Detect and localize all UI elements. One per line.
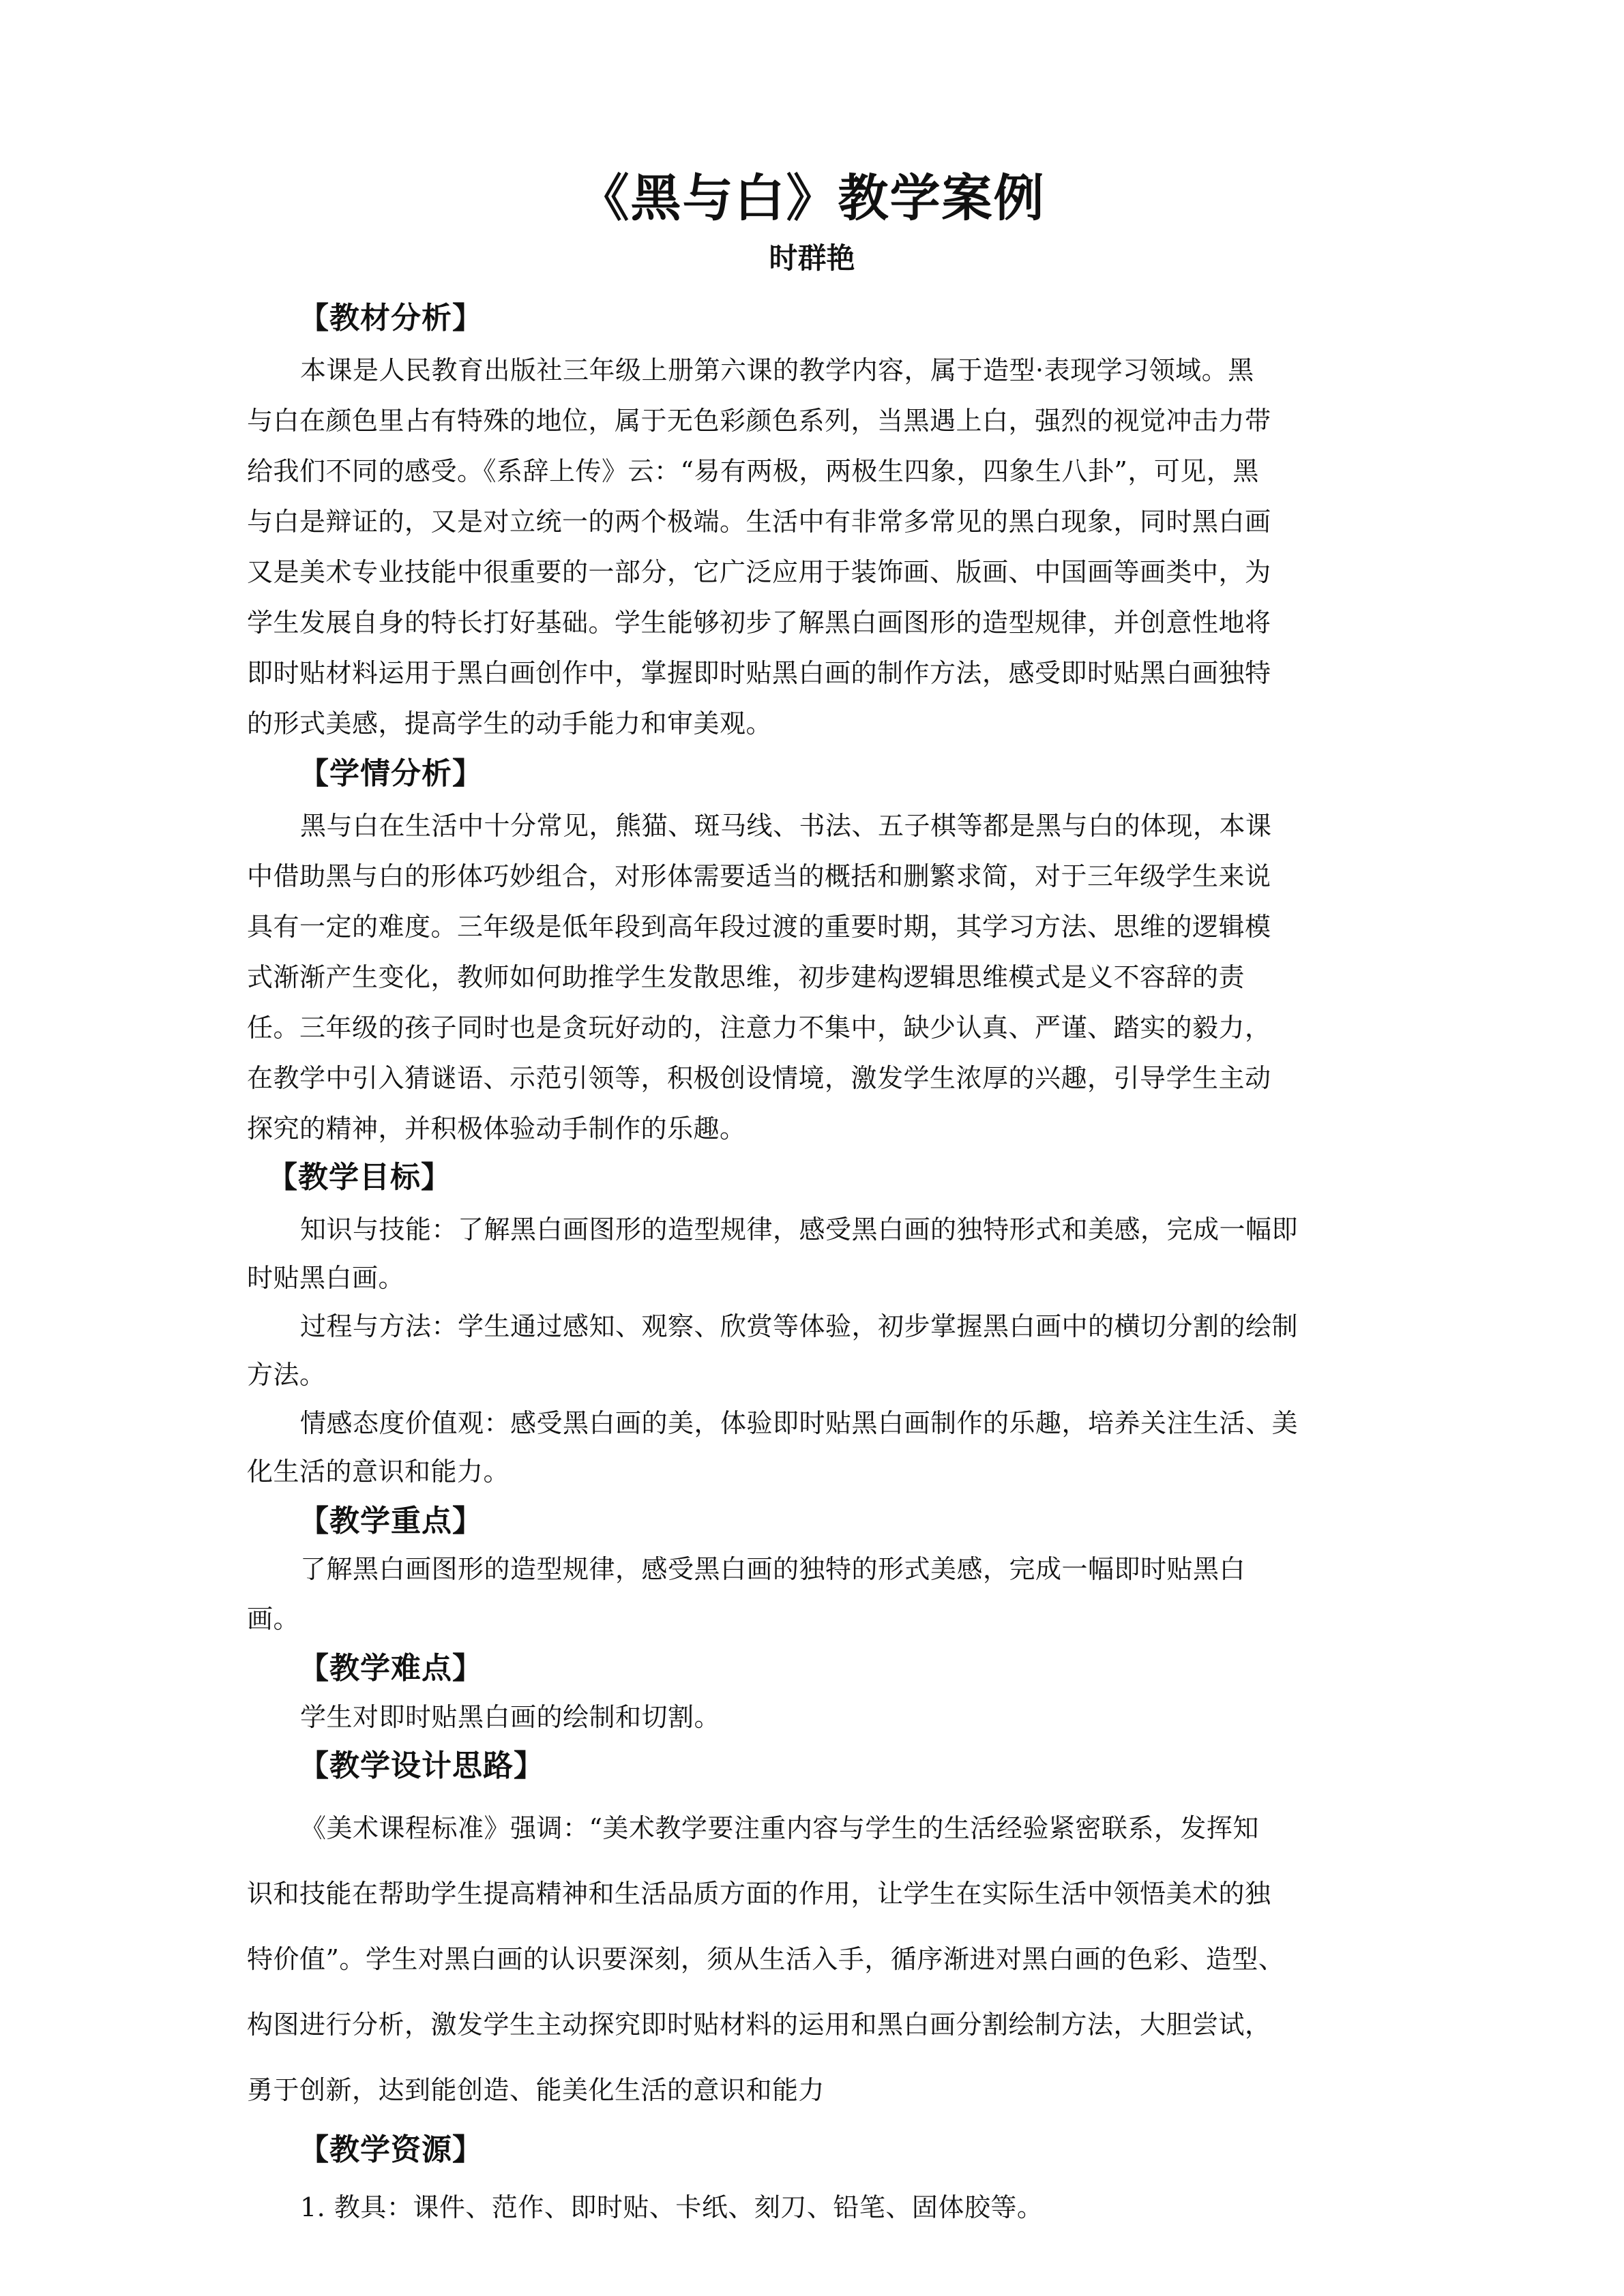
paragraph-line: 具有一定的难度。三年级是低年段到高年段过渡的重要时期，其学习方法、思维的逻辑模 <box>247 912 1271 942</box>
paragraph-line: 识和技能在帮助学生提高精神和生活品质方面的作用，让学生在实际生活中领悟美术的独 <box>247 1879 1271 1909</box>
paragraph-line: 在教学中引入猜谜语、示范引领等，积极创设情境，激发学生浓厚的兴趣，引导学生主动 <box>247 1063 1271 1093</box>
section-heading-difficulties: 【教学难点】 <box>299 1651 483 1686</box>
paragraph-line: 探究的精神，并积极体验动手制作的乐趣。 <box>247 1114 746 1144</box>
paragraph-line: 化生活的意识和能力。 <box>247 1457 510 1487</box>
paragraph-line: 画。 <box>247 1604 300 1634</box>
paragraph-line: 黑与白在生活中十分常见，熊猫、斑马线、书法、五子棋等都是黑与白的体现，本课 <box>300 811 1272 841</box>
paragraph-line: 与白是辩证的，又是对立统一的两个极端。生活中有非常多常见的黑白现象，同时黑白画 <box>247 507 1271 537</box>
section-heading-textbook-analysis: 【教材分析】 <box>299 301 483 336</box>
paragraph-line: 给我们不同的感受。《系辞上传》云：“易有两极，两极生四象，四象生八卦”，可见，黑 <box>247 456 1259 486</box>
paragraph-line: 过程与方法：学生通过感知、观察、欣赏等体验，初步掌握黑白画中的横切分割的绘制 <box>300 1311 1299 1341</box>
paragraph-line: 学生对即时贴黑白画的绘制和切割。 <box>300 1702 721 1732</box>
paragraph-line: 勇于创新，达到能创造、能美化生活的意识和能力 <box>247 2075 825 2105</box>
paragraph-line: 与白在颜色里占有特殊的地位，属于无色彩颜色系列，当黑遇上白，强烈的视觉冲击力带 <box>247 406 1271 436</box>
section-heading-design-ideas: 【教学设计思路】 <box>299 1748 544 1783</box>
paragraph-line: 特价值”。学生对黑白画的认识要深刻，须从生活入手，循序渐进对黑白画的色彩、造型、 <box>247 1944 1285 1974</box>
section-heading-resources: 【教学资源】 <box>299 2132 483 2167</box>
paragraph-line: 学生发展自身的特长打好基础。学生能够初步了解黑白画图形的造型规律，并创意性地将 <box>247 608 1271 638</box>
paragraph-line: 的形式美感，提高学生的动手能力和审美观。 <box>247 709 773 739</box>
paragraph-line: 本课是人民教育出版社三年级上册第六课的教学内容，属于造型·表现学习领域。黑 <box>300 355 1254 385</box>
section-heading-teaching-goals: 【教学目标】 <box>267 1160 452 1195</box>
paragraph-line: 方法。 <box>247 1360 326 1390</box>
paragraph-line: 《美术课程标准》强调：“美术教学要注重内容与学生的生活经验紧密联系，发挥知 <box>300 1813 1259 1843</box>
list-item: 1. 教具：课件、范作、即时贴、卡纸、刻刀、铅笔、固体胶等。 <box>300 2192 1044 2222</box>
paragraph-line: 式渐渐产生变化，教师如何助推学生发散思维，初步建构逻辑思维模式是义不容辞的责 <box>247 962 1245 992</box>
paragraph-line: 中借助黑与白的形体巧妙组合，对形体需要适当的概括和删繁求简，对于三年级学生来说 <box>247 861 1271 891</box>
section-heading-student-analysis: 【学情分析】 <box>299 756 483 791</box>
paragraph-line: 构图进行分析，激发学生主动探究即时贴材料的运用和黑白画分割绘制方法，大胆尝试， <box>247 2010 1271 2040</box>
paragraph-line: 了解黑白画图形的造型规律，感受黑白画的独特的形式美感，完成一幅即时贴黑白 <box>300 1554 1246 1584</box>
paragraph-line: 时贴黑白画。 <box>247 1263 405 1293</box>
section-heading-key-points: 【教学重点】 <box>299 1504 483 1538</box>
document-title: 《黑与白》教学案例 <box>578 169 1046 228</box>
paragraph-line: 又是美术专业技能中很重要的一部分，它广泛应用于装饰画、版画、中国画等画类中，为 <box>247 557 1271 587</box>
document-author: 时群艳 <box>769 241 855 275</box>
paragraph-line: 即时贴材料运用于黑白画创作中，掌握即时贴黑白画的制作方法，感受即时贴黑白画独特 <box>247 658 1271 688</box>
paragraph-line: 知识与技能：了解黑白画图形的造型规律，感受黑白画的独特形式和美感，完成一幅即 <box>300 1214 1299 1244</box>
paragraph-line: 情感态度价值观：感受黑白画的美，体验即时贴黑白画制作的乐趣，培养关注生活、美 <box>300 1408 1299 1438</box>
paragraph-line: 任。三年级的孩子同时也是贪玩好动的，注意力不集中，缺少认真、严谨、踏实的毅力， <box>247 1013 1271 1043</box>
